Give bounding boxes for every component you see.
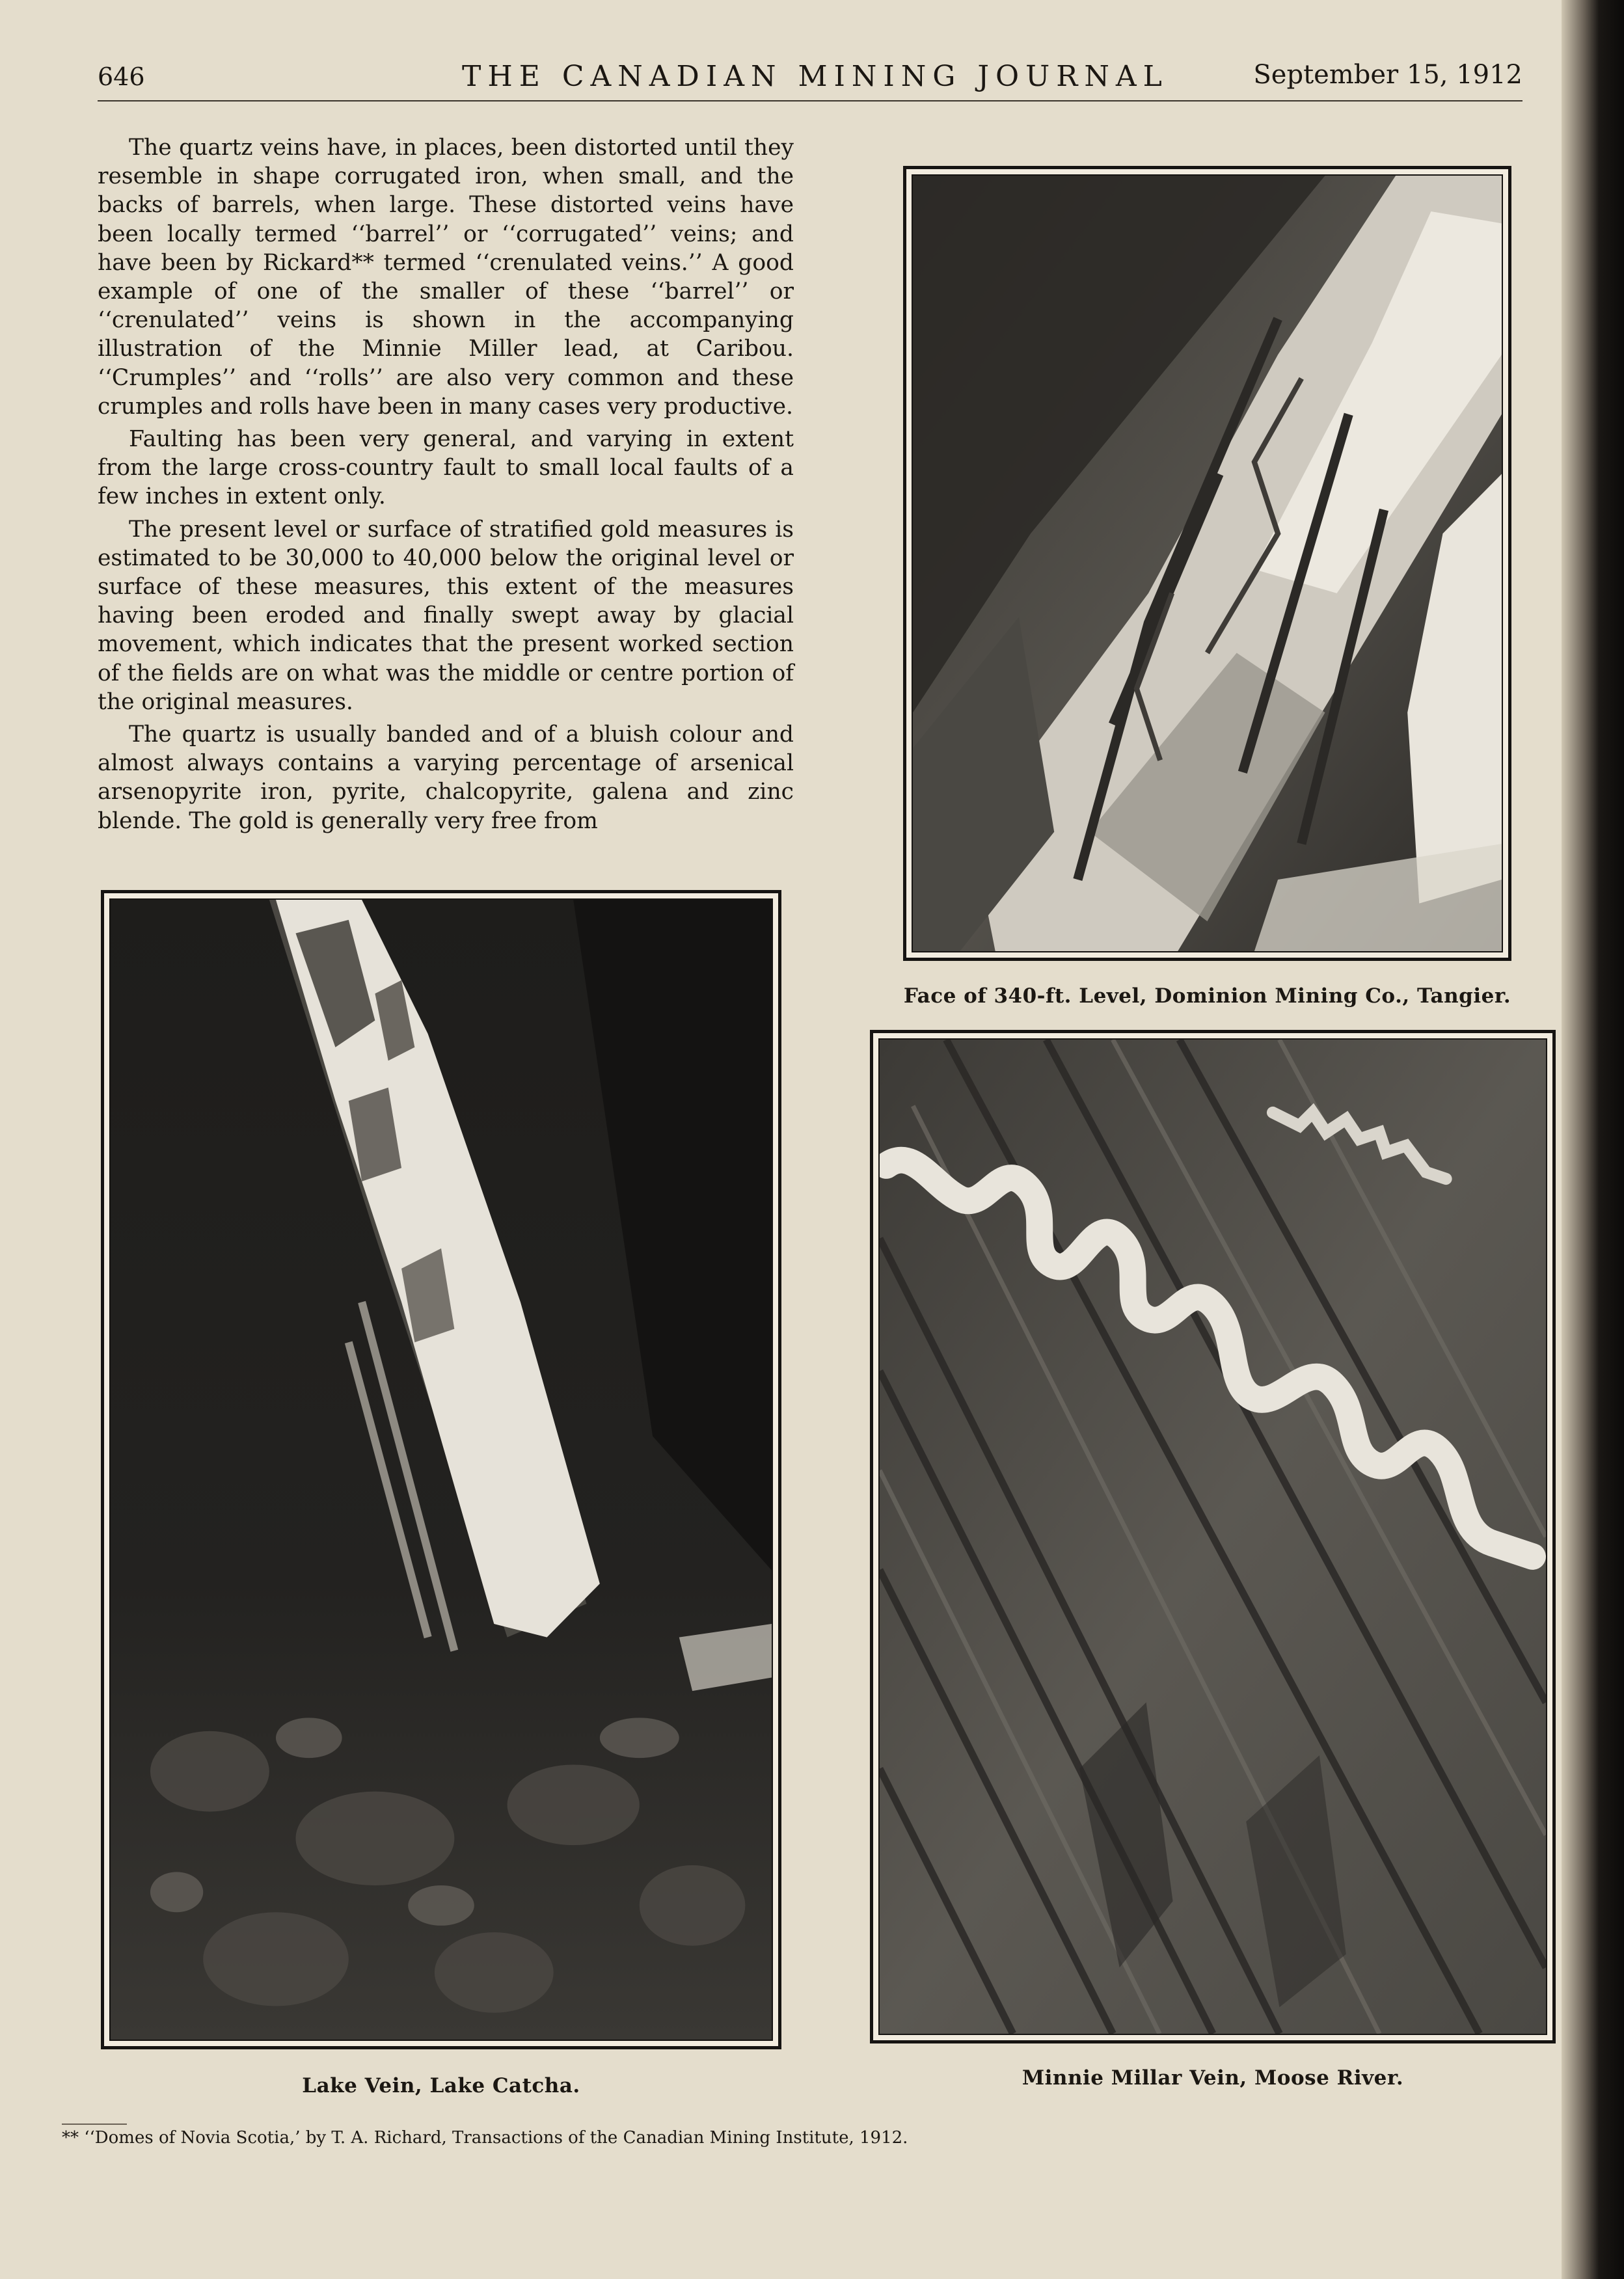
footnote-rule [62,2124,127,2125]
article-body [98,133,794,839]
footnote: ** ‘‘Domes of Novia Scotia,’ by T. A. Richard, Transactions of the Canadian Mining Institute, 1912. [62,2128,908,2148]
photo-caption-lake-catcha: Lake Vein, Lake Catcha. [302,2074,580,2097]
photo-minnie-millar-vein [870,1030,1556,2043]
photo-catcha-image [109,898,773,2041]
page-gutter-shadow [1562,0,1624,2279]
body-paragraph: The present level or surface of stratified gold measures is estimated to be 30,000 to 40,000 below the original level or surface of these measures, this extent of the measures having been eroded and finally swept away by glacial movement, which indicates that the present worked section of the fields are on what was the middle or centre portion of the original measures. [98,516,794,715]
body-paragraph: The quartz is usually banded and of a bluish colour and almost always contains a varying percentage of arsenical arsenopyrite iron, pyrite, chalcopyrite, galena and zinc blende. The gold is generally very free from [98,721,794,834]
photo-tangier-level-face [903,166,1511,961]
photo-caption-moose-river: Minnie Millar Vein, Moose River. [1022,2066,1404,2090]
photo-lake-catcha-vein [101,890,781,2049]
issue-date: September 15, 1912 [1253,60,1522,90]
photo-caption-tangier: Face of 340-ft. Level, Dominion Mining Co., Tangier. [903,984,1511,1008]
body-paragraph: Faulting has been very general, and varying in extent from the large cross-country fault to small local faults of a few inches in extent only. [98,426,794,510]
photo-tangier-image [912,174,1503,952]
photo-moose-image [878,1038,1547,2035]
running-head [98,57,1522,104]
page-number: 646 [98,62,145,91]
journal-title: THE CANADIAN MINING JOURNAL [462,60,1169,93]
body-paragraph: The quartz veins have, in places, been distorted until they resemble in shape corrugated iron, when small, and the backs of barrels, when large. These distorted veins have been locally termed ‘‘barrel’’ or ‘‘corrugated’’ veins; and have been by Rickard** termed ‘‘crenulated veins.’’ A good example of one of the smaller of these ‘‘barrel’’ or ‘‘crenulated’’ veins is shown in the accompanying illustration of the Minnie Miller lead, at Caribou. ‘‘Crumples’’ and ‘‘rolls’’ are also very common and these crumples and rolls have been in many cases very productive. [98,135,794,420]
header-rule [98,100,1522,101]
